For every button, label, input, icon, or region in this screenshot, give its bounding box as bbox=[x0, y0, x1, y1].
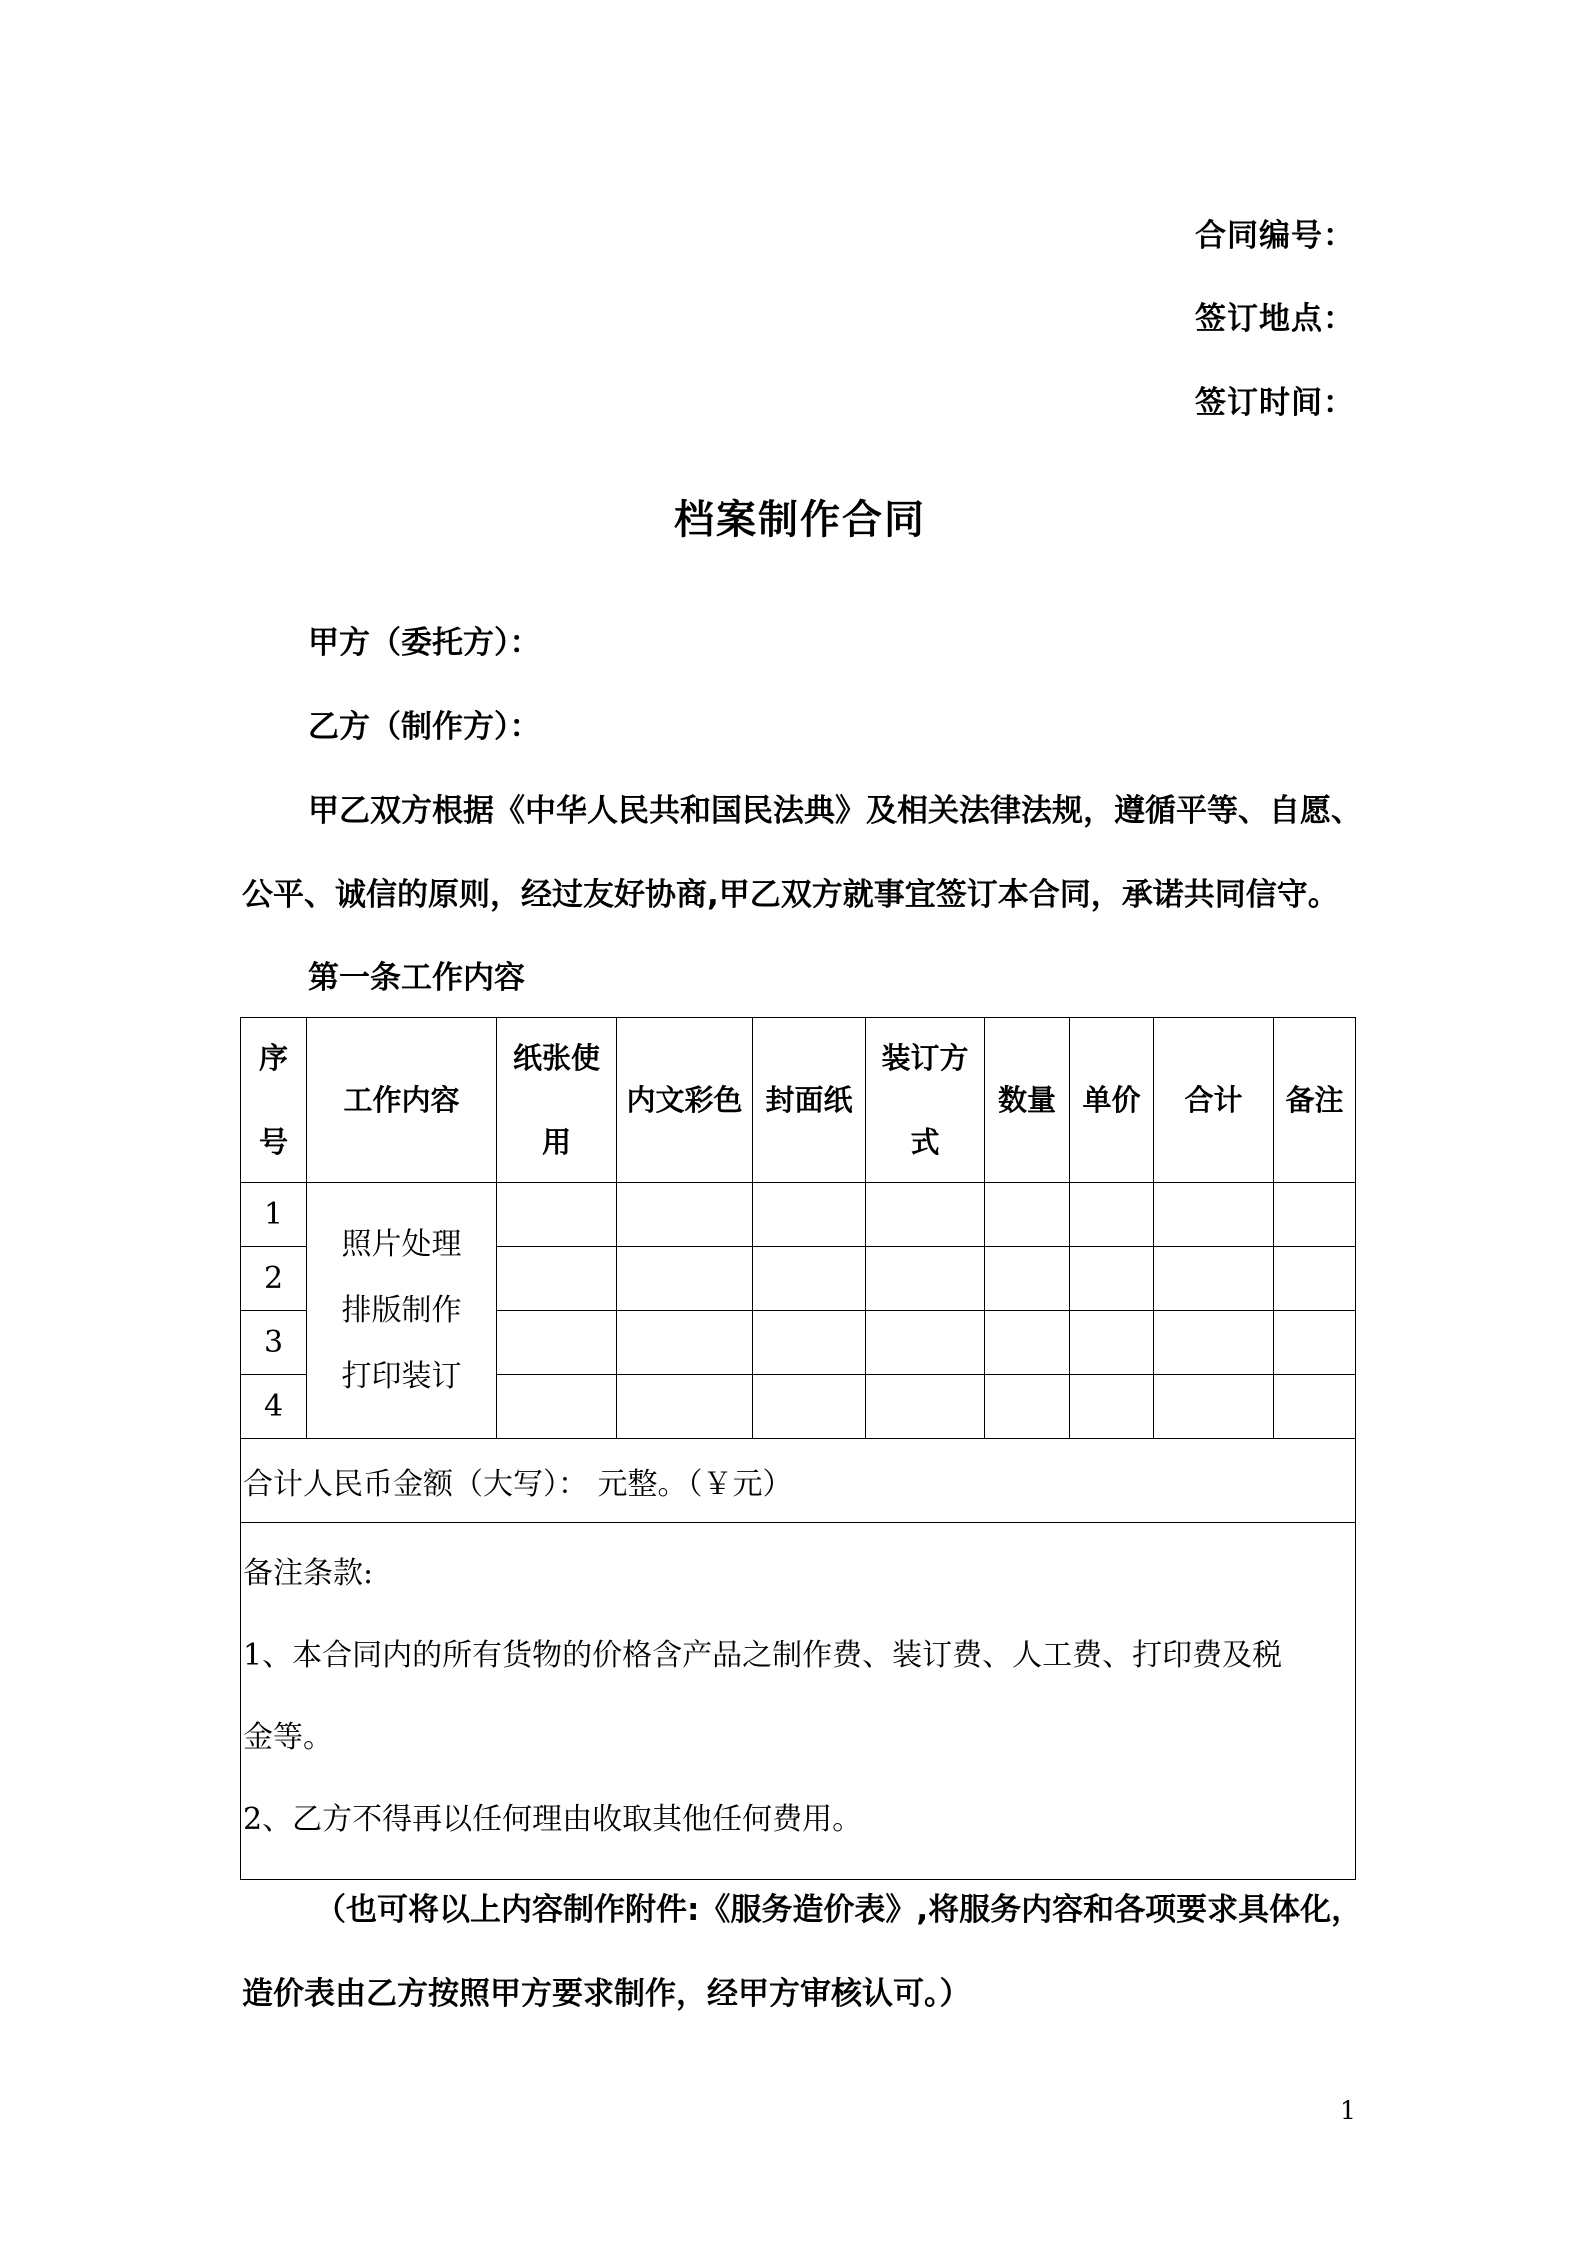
remarks-row bbox=[241, 1523, 1356, 1880]
work-item: 照片处理 bbox=[341, 1226, 462, 1262]
paper-cell[interactable] bbox=[497, 1311, 617, 1375]
note-line-2: 造价表由乙方按照甲方要求制作，经甲方审核认可。） bbox=[242, 1976, 971, 2012]
remark-cell[interactable] bbox=[1274, 1183, 1356, 1247]
section-1-title: 第一条工作内容 bbox=[308, 960, 525, 996]
total-amount: 合计人民币金额（大写）： 元整。（￥元） bbox=[241, 1439, 1356, 1523]
table-row bbox=[241, 1183, 1356, 1247]
inner-color-cell[interactable] bbox=[617, 1311, 753, 1375]
quantity-cell[interactable] bbox=[985, 1375, 1070, 1439]
cover-paper-cell[interactable] bbox=[753, 1183, 866, 1247]
intro-line-2: 公平、诚信的原则，经过友好协商,甲乙双方就事宜签订本合同，承诺共同信守。 bbox=[242, 877, 1339, 913]
remark-item-2: 2、乙方不得再以任何理由收取其他任何费用。 bbox=[243, 1802, 863, 1837]
party-b-label: 乙方（制作方）： bbox=[308, 709, 541, 745]
remark-item-1-line-2: 金等。 bbox=[243, 1720, 333, 1755]
row-number: 4 bbox=[241, 1375, 307, 1439]
remarks-cell bbox=[241, 1523, 1356, 1880]
header-quantity: 数量 bbox=[985, 1018, 1070, 1183]
work-content-table bbox=[240, 1017, 1356, 1880]
header-remark: 备注 bbox=[1274, 1018, 1356, 1183]
contract-number-label: 合同编号： bbox=[1195, 218, 1355, 254]
sign-time-label: 签订时间： bbox=[1195, 385, 1355, 421]
remarks-title: 备注条款: bbox=[243, 1556, 374, 1591]
header-subtotal: 合计 bbox=[1154, 1018, 1274, 1183]
subtotal-cell[interactable] bbox=[1154, 1247, 1274, 1311]
inner-color-cell[interactable] bbox=[617, 1375, 753, 1439]
paper-cell[interactable] bbox=[497, 1247, 617, 1311]
paper-cell[interactable] bbox=[497, 1183, 617, 1247]
intro-line-1: 甲乙双方根据《中华人民共和国民法典》及相关法律法规，遵循平等、自愿、 bbox=[308, 793, 1362, 829]
table-header-row bbox=[241, 1018, 1356, 1183]
row-number: 1 bbox=[241, 1183, 307, 1247]
remark-cell[interactable] bbox=[1274, 1247, 1356, 1311]
unit-price-cell[interactable] bbox=[1070, 1247, 1154, 1311]
cover-paper-cell[interactable] bbox=[753, 1375, 866, 1439]
inner-color-cell[interactable] bbox=[617, 1247, 753, 1311]
binding-cell[interactable] bbox=[866, 1375, 985, 1439]
header-cover-paper: 封面纸 bbox=[753, 1018, 866, 1183]
cover-paper-cell[interactable] bbox=[753, 1247, 866, 1311]
subtotal-cell[interactable] bbox=[1154, 1375, 1274, 1439]
document-title: 档案制作合同 bbox=[674, 497, 926, 543]
work-items-cell bbox=[307, 1183, 497, 1439]
header-seq: 序 号 bbox=[241, 1018, 307, 1183]
unit-price-cell[interactable] bbox=[1070, 1375, 1154, 1439]
row-number: 3 bbox=[241, 1311, 307, 1375]
sign-place-label: 签订地点： bbox=[1195, 301, 1355, 337]
quantity-cell[interactable] bbox=[985, 1247, 1070, 1311]
header-content: 工作内容 bbox=[307, 1018, 497, 1183]
subtotal-cell[interactable] bbox=[1154, 1311, 1274, 1375]
party-a-label: 甲方（委托方）： bbox=[308, 625, 541, 661]
total-row bbox=[241, 1439, 1356, 1523]
unit-price-cell[interactable] bbox=[1070, 1311, 1154, 1375]
subtotal-cell[interactable] bbox=[1154, 1183, 1274, 1247]
work-item: 排版制作 bbox=[341, 1292, 462, 1328]
binding-cell[interactable] bbox=[866, 1311, 985, 1375]
unit-price-cell[interactable] bbox=[1070, 1183, 1154, 1247]
note-line-1: （也可将以上内容制作附件:《服务造价表》,将服务内容和各项要求具体化， bbox=[315, 1892, 1363, 1928]
page-number: 1 bbox=[1340, 2096, 1356, 2125]
binding-cell[interactable] bbox=[866, 1183, 985, 1247]
header-inner-color: 内文彩色 bbox=[617, 1018, 753, 1183]
header-unit-price: 单价 bbox=[1070, 1018, 1154, 1183]
cover-paper-cell[interactable] bbox=[753, 1311, 866, 1375]
binding-cell[interactable] bbox=[866, 1247, 985, 1311]
remark-cell[interactable] bbox=[1274, 1375, 1356, 1439]
header-paper: 纸张使 用 bbox=[497, 1018, 617, 1183]
work-item: 打印装订 bbox=[341, 1358, 462, 1394]
remark-item-1-line-1: 1、本合同内的所有货物的价格含产品之制作费、装订费、人工费、打印费及税 bbox=[243, 1638, 1283, 1673]
paper-cell[interactable] bbox=[497, 1375, 617, 1439]
inner-color-cell[interactable] bbox=[617, 1183, 753, 1247]
remark-cell[interactable] bbox=[1274, 1311, 1356, 1375]
quantity-cell[interactable] bbox=[985, 1311, 1070, 1375]
header-binding: 装订方 式 bbox=[866, 1018, 985, 1183]
row-number: 2 bbox=[241, 1247, 307, 1311]
quantity-cell[interactable] bbox=[985, 1183, 1070, 1247]
